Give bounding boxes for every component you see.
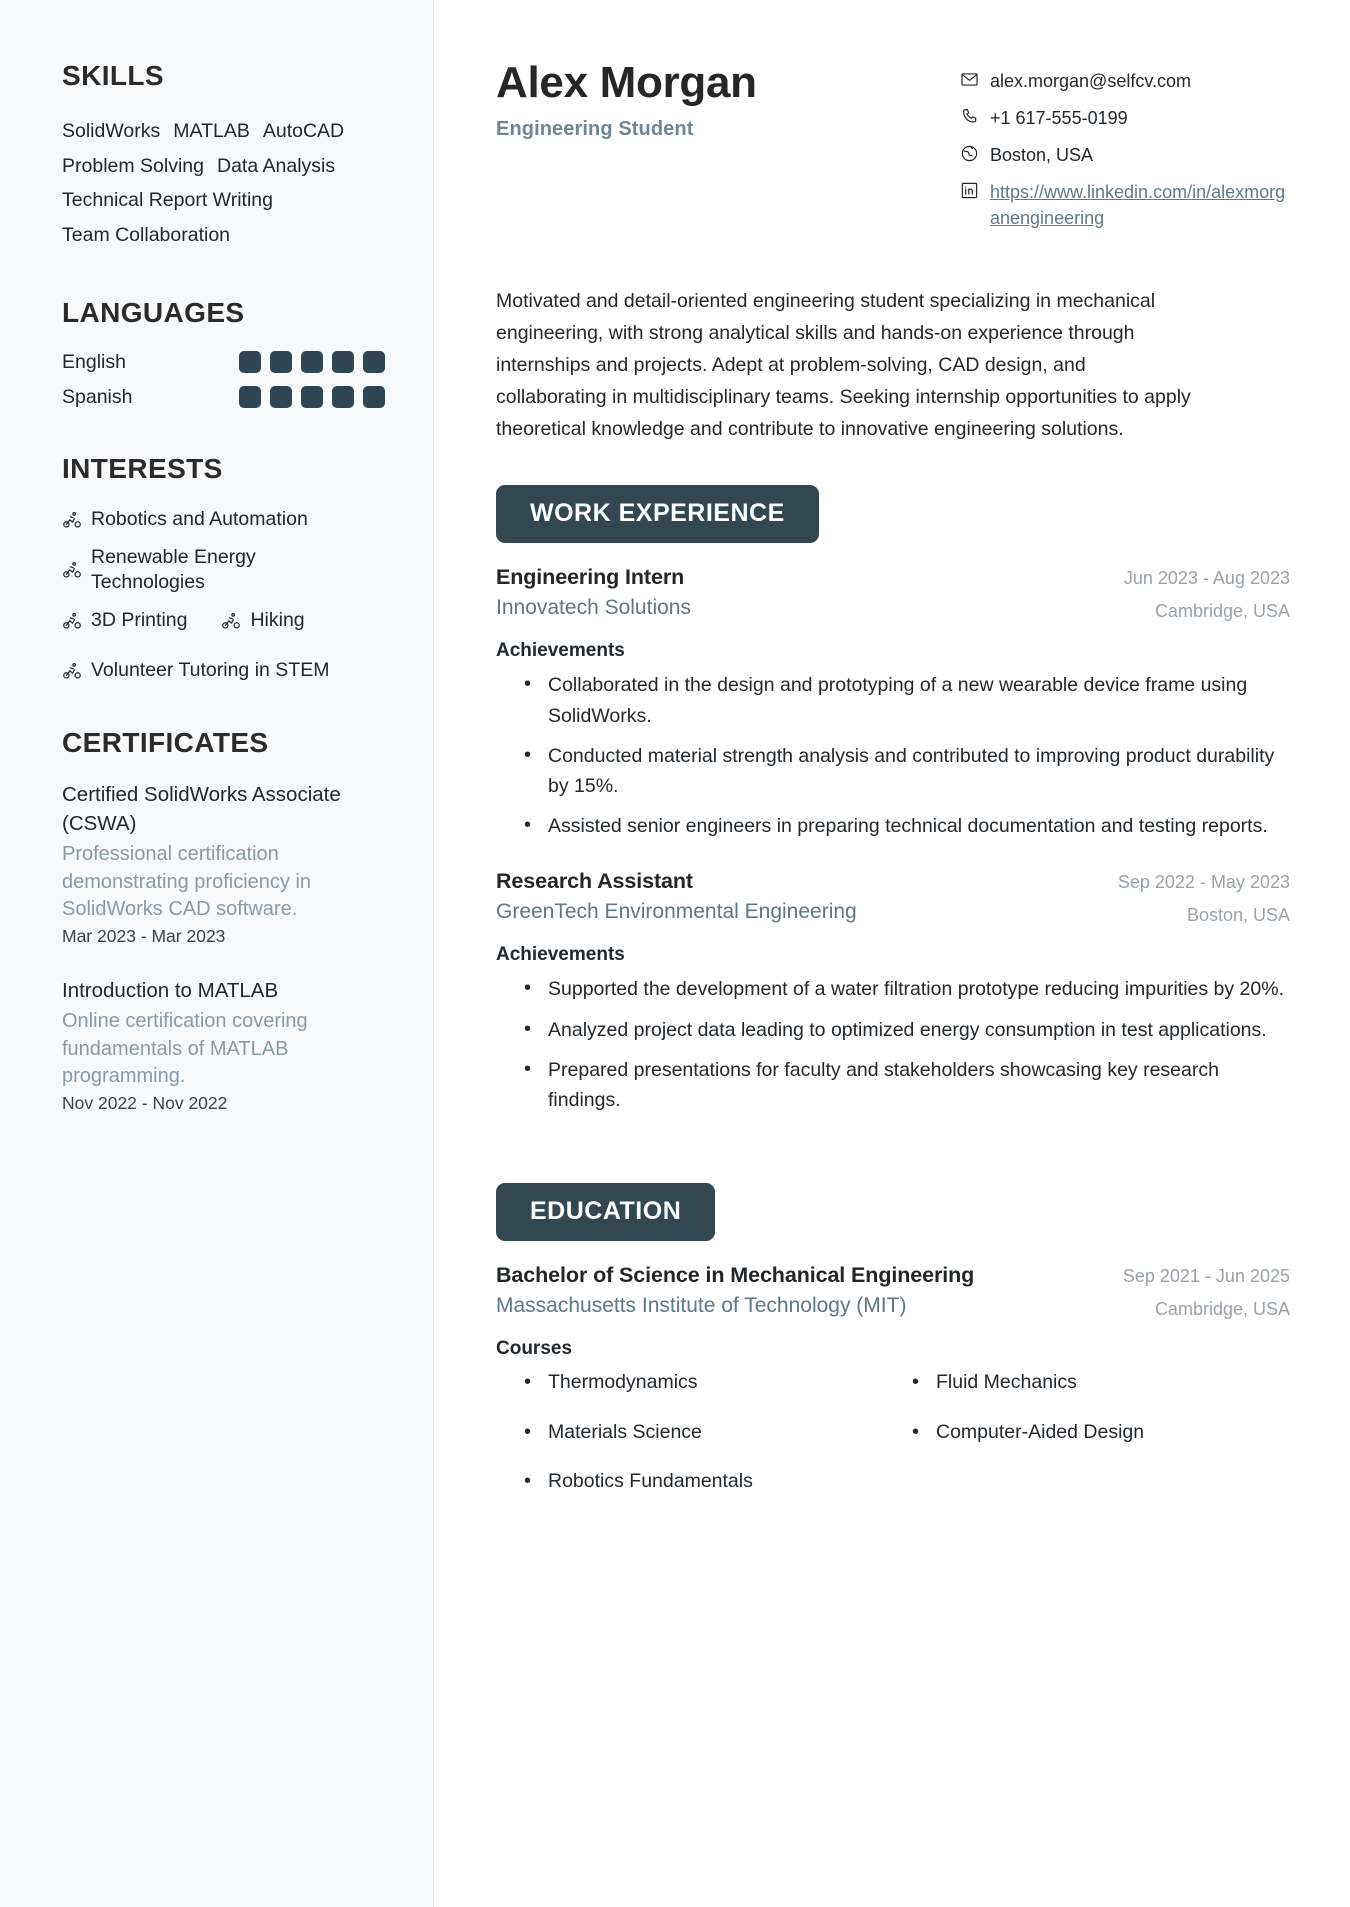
achievement-item: • Assisted senior engineers in preparing technical documentation and testing reports.	[524, 811, 1290, 841]
location: Cambridge, USA	[1154, 1299, 1290, 1320]
achievements-list	[496, 670, 1290, 841]
skill-line	[62, 218, 385, 253]
location: Cambridge, USA	[1154, 601, 1290, 622]
education-entry	[496, 1263, 1290, 1516]
language-level-square	[270, 351, 292, 373]
skill-line	[62, 183, 385, 218]
skill-line	[62, 114, 385, 149]
interest-label: Robotics and Automation	[91, 507, 308, 530]
skill-item: MATLAB	[173, 120, 250, 142]
location: Boston, USA	[1186, 905, 1290, 926]
skill-item: Problem Solving	[62, 154, 204, 177]
interest-item-group	[62, 608, 385, 646]
entry-meta	[1123, 1263, 1290, 1320]
contact-list	[960, 58, 1290, 242]
interest-item	[62, 507, 385, 533]
language-level-square	[270, 386, 292, 408]
envelope-icon	[960, 70, 979, 89]
entry-header	[496, 869, 1290, 926]
achievement-item: • Supported the development of a water filtration prototype reducing impurities by 20%.	[524, 974, 1290, 1004]
entry-main	[496, 565, 1106, 620]
certificate-date: Nov 2022 - Nov 2022	[62, 1092, 228, 1113]
course-item: • Computer-Aided Design	[912, 1418, 1290, 1447]
entry-meta	[1124, 565, 1290, 622]
contact-link[interactable]: https://www.linkedin.com/in/alexmorganengineering	[990, 182, 1286, 229]
achievements-list	[496, 974, 1290, 1115]
phone-icon	[960, 107, 979, 126]
language-level-square	[301, 351, 323, 373]
language-level-square	[332, 351, 354, 373]
skill-line	[62, 149, 385, 184]
interest-item	[62, 658, 385, 684]
cyclist-icon	[62, 560, 82, 580]
course-item: • Robotics Fundamentals	[524, 1467, 902, 1496]
certificate-item	[62, 977, 385, 1114]
course-item: • Fluid Mechanics	[912, 1368, 1290, 1397]
cyclist-icon	[62, 611, 82, 631]
company-name: GreenTech Environmental Engineering	[496, 900, 857, 924]
skill-item: Data Analysis	[216, 154, 336, 177]
languages-section	[62, 297, 385, 409]
course-item: • Materials Science	[524, 1418, 902, 1447]
skill-item: AutoCAD	[262, 120, 345, 142]
language-name: English	[62, 350, 126, 373]
contact-row	[960, 68, 1290, 94]
sidebar	[0, 0, 434, 1907]
languages-heading: LANGUAGES	[62, 296, 245, 328]
contact-text: Boston, USA	[990, 145, 1094, 166]
job-title: Engineering Student	[496, 118, 694, 141]
contact-row[interactable]	[960, 179, 1290, 231]
interest-label: Renewable Energy Technologies	[91, 545, 256, 594]
achievement-item: • Prepared presentations for faculty and stakeholders showcasing key research findings.	[524, 1055, 1290, 1115]
school-name: Massachusetts Institute of Technology (MIT)	[496, 1294, 907, 1318]
contact-row	[960, 105, 1290, 131]
work-experience-list	[496, 565, 1290, 1115]
certificates-section	[62, 727, 385, 1113]
language-row	[62, 351, 385, 374]
contact-text: alex.morgan@selfcv.com	[990, 71, 1192, 91]
certificates-heading: CERTIFICATES	[62, 727, 269, 759]
company-name: Innovatech Solutions	[496, 596, 691, 620]
interest-item	[62, 608, 187, 634]
education-list	[496, 1263, 1290, 1516]
interest-item	[62, 545, 385, 596]
achievement-item: • Analyzed project data leading to optimized energy consumption in test applications.	[524, 1015, 1290, 1045]
entry-meta	[1118, 869, 1290, 926]
courses-list	[496, 1368, 1290, 1516]
language-row	[62, 386, 385, 409]
job-title-text: Research Assistant	[496, 869, 693, 894]
certificate-title: Certified SolidWorks Associate (CSWA)	[62, 783, 341, 835]
skills-list	[62, 114, 385, 253]
interest-label: 3D Printing	[91, 609, 188, 632]
language-level-square	[363, 386, 385, 408]
globe-icon	[960, 144, 979, 163]
full-name: Alex Morgan	[496, 58, 757, 107]
identity-block	[496, 58, 757, 141]
achievement-item: • Collaborated in the design and prototyping of a new wearable device frame using SolidWorks.	[524, 670, 1290, 730]
skills-heading: SKILLS	[62, 60, 164, 91]
work-experience-entry	[496, 869, 1290, 1115]
cyclist-icon	[62, 661, 82, 681]
course-item: • Thermodynamics	[524, 1368, 902, 1397]
language-level-square	[332, 386, 354, 408]
skills-section	[62, 60, 385, 253]
skill-item: Team Collaboration	[62, 224, 231, 247]
resume-header	[496, 58, 1290, 242]
certificates-list	[62, 781, 385, 1113]
certificate-title: Introduction to MATLAB	[62, 978, 279, 1002]
contact-row	[960, 142, 1290, 168]
linkedin-icon	[960, 181, 979, 200]
entry-header	[496, 1263, 1290, 1320]
languages-list	[62, 351, 385, 409]
contact-text: +1 617-555-0199	[990, 108, 1128, 129]
achievements-label: Achievements	[496, 944, 625, 966]
cyclist-icon	[62, 510, 82, 530]
interests-list	[62, 507, 385, 684]
language-level-square	[239, 386, 261, 408]
skill-item: SolidWorks	[62, 120, 161, 142]
date-range: Sep 2021 - Jun 2025	[1122, 1266, 1290, 1287]
entry-header	[496, 565, 1290, 622]
entry-main	[496, 1263, 1105, 1318]
date-range: Jun 2023 - Aug 2023	[1123, 568, 1290, 589]
main-content	[434, 0, 1350, 1907]
work-experience-entry	[496, 565, 1290, 841]
job-title-text: Engineering Intern	[496, 565, 685, 590]
certificate-item	[62, 781, 385, 946]
interest-item	[221, 608, 304, 634]
interest-label: Volunteer Tutoring in STEM	[91, 658, 330, 681]
language-level-meter	[239, 351, 385, 373]
certificate-date: Mar 2023 - Mar 2023	[62, 925, 226, 946]
achievement-item: • Conducted material strength analysis and contributed to improving product durability by 15%.	[524, 741, 1290, 801]
work-experience-heading: WORK EXPERIENCE	[496, 485, 819, 543]
degree-title: Bachelor of Science in Mechanical Engineering	[496, 1263, 975, 1288]
certificate-description: Online certification covering fundamentals of MATLAB programming.	[62, 1010, 308, 1088]
language-level-square	[239, 351, 261, 373]
achievements-label: Achievements	[496, 640, 625, 662]
interests-section	[62, 453, 385, 684]
language-level-square	[363, 351, 385, 373]
language-name: Spanish	[62, 385, 133, 408]
courses-label: Courses	[496, 1338, 573, 1360]
date-range: Sep 2022 - May 2023	[1117, 872, 1290, 893]
entry-main	[496, 869, 1100, 924]
interests-heading: INTERESTS	[62, 452, 223, 484]
interest-label: Hiking	[250, 609, 305, 632]
skill-item: Technical Report Writing	[62, 189, 273, 212]
education-heading: EDUCATION	[496, 1183, 715, 1241]
cyclist-icon	[221, 611, 241, 631]
language-level-meter	[239, 386, 385, 408]
certificate-description: Professional certification demonstrating proficiency in SolidWorks CAD software.	[62, 843, 312, 921]
professional-summary: Motivated and detail-oriented engineering student specializing in mechanical engineering, with strong analytical skills and hands-on experience through internships and projects. Adept at problem-solving, CAD design, and collaborating in multidisciplinary teams. Seeking internship opportunities to apply theoretical knowledge and contribute to innovative engineering solutions.	[496, 290, 1191, 440]
language-level-square	[301, 386, 323, 408]
